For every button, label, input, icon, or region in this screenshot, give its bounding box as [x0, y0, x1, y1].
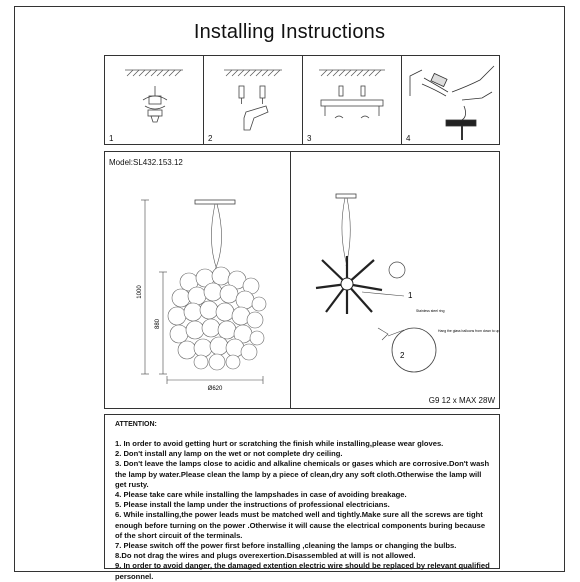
- canopy-shape: [336, 194, 356, 198]
- list-item: 7. Please switch off the power first before installing ,cleaning the lamps or changing the bulbs.: [115, 541, 457, 551]
- attention-section: [104, 414, 500, 581]
- diameter-label: Ø620: [207, 386, 223, 392]
- list-item: 6. While installing,the power leads must be matched well and tightly.Make sure all the screws are tight enough before turning on the power .Otherwise it will cause the electrical components buring because of the short circuit of the terminals.: [115, 510, 486, 540]
- instruction-sheet: [14, 6, 565, 581]
- ceiling-canopy-illustration: [105, 56, 204, 136]
- step-number: 4: [406, 134, 411, 143]
- suspension-wire: [215, 204, 222, 270]
- glass-balloon: [389, 262, 405, 278]
- wiring-connection-illustration: [402, 56, 501, 144]
- shade-height-label: 880: [155, 318, 161, 330]
- suspension-wire: [346, 198, 350, 266]
- callout-part-1: 1: [408, 291, 413, 300]
- model-number: Model:SL432.153.12: [109, 158, 183, 167]
- list-item: 9. In order to avoid danger, the damaged extention electric wire should be replaced by relevant qualified personnel.: [115, 561, 490, 581]
- step-number: 2: [208, 134, 213, 143]
- suspension-wire: [211, 204, 217, 270]
- chandelier-dimension-drawing: [105, 152, 291, 410]
- step-1-panel: [105, 56, 204, 144]
- attention-heading: ATTENTION:: [115, 421, 157, 428]
- step-4-panel: [402, 56, 501, 144]
- list-item: 5. Please install the lamp under the instructions of professional electricians.: [115, 500, 390, 510]
- list-item: 1. In order to avoid getting hurt or scratching the finish while installing,please wear gloves.: [115, 439, 444, 448]
- canopy-shape: [195, 200, 235, 204]
- drill-anchor-illustration: [204, 56, 303, 136]
- list-item: 3. Don't leave the lamps close to acidic and alkaline chemicals or gases which are corrosive.Don't wash the lamp by water.Please clean the lamp by a piece of clean,dry any soft cloth.Otherwise the lamp will get rusty.: [115, 459, 490, 489]
- list-item: 8.Do not drag the wires and plugs overexertion.Disassembled at will is not allowed.: [115, 551, 416, 561]
- page-title: Installing Instructions: [193, 21, 386, 43]
- dimension-drawing-panel: [105, 152, 291, 408]
- glass-balloon-cluster: [168, 267, 266, 370]
- glass-balloon: [392, 328, 436, 372]
- suspension-wire: [342, 198, 347, 266]
- callout-part-2: 2: [400, 351, 405, 360]
- total-height-label: 1000: [137, 285, 143, 299]
- callout-leaders: [362, 292, 404, 340]
- exploded-assembly-drawing: [292, 152, 500, 410]
- stainless-steel-ring: [341, 278, 353, 290]
- step-number: 1: [109, 134, 114, 143]
- step-2-panel: [204, 56, 303, 144]
- callout-note-balloons: Hang the glass balloons from down to up: [438, 329, 500, 333]
- mounting-bracket-illustration: [303, 56, 402, 136]
- bulb-spec: G9 12 x MAX 28W: [428, 396, 495, 405]
- step-3-panel: [303, 56, 402, 144]
- list-item: 2. Don't install any lamp on the wet or not complete dry ceiling.: [115, 449, 343, 459]
- list-item: 4. Please take care while installing the lampshades in case of avoiding breakage.: [115, 490, 407, 500]
- product-diagrams: [104, 151, 500, 409]
- callout-note-ring: Stainless steel ring: [416, 309, 445, 313]
- attention-list: [115, 439, 493, 582]
- step-number: 3: [307, 134, 312, 143]
- installation-steps: [104, 55, 500, 145]
